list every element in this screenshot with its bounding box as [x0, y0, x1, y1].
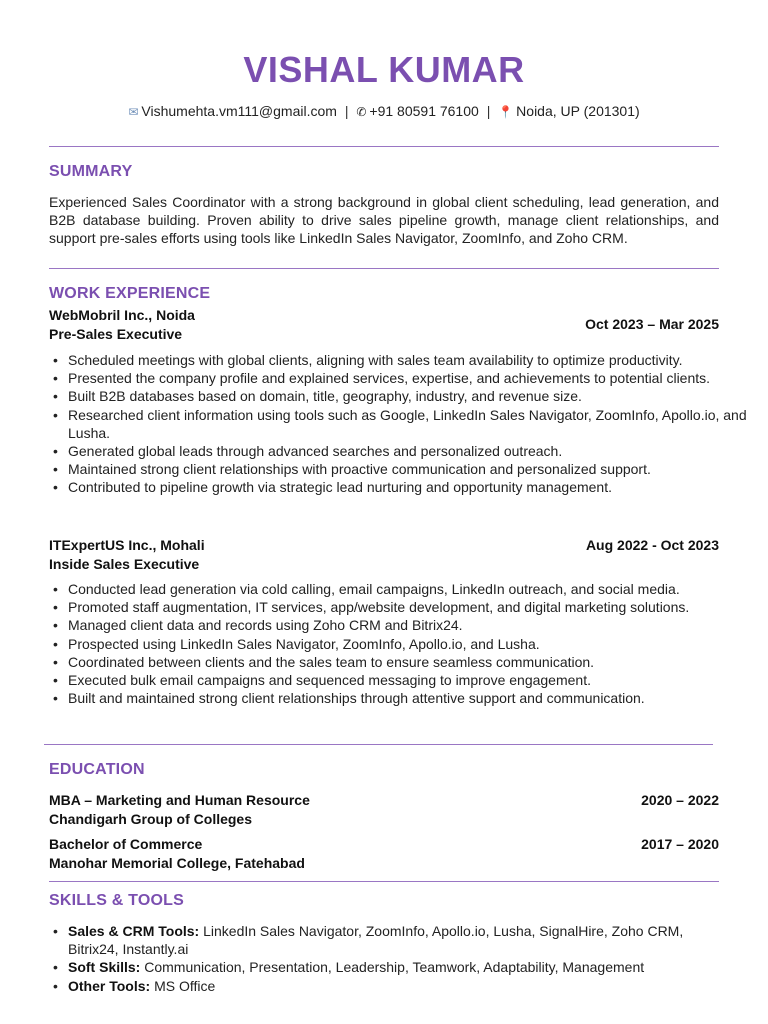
skills-list [49, 922, 729, 995]
job-company: WebMobril Inc., Noida [49, 307, 195, 323]
job-dates: Oct 2023 – Mar 2025 [585, 316, 719, 332]
location-pin-icon: 📍 [498, 105, 514, 119]
list-item [49, 977, 729, 995]
list-item: • Promoted staff augmentation, IT services, app/website development, and digital marketing solutions. [49, 598, 749, 616]
job-header [49, 306, 719, 344]
education-entry [49, 791, 719, 829]
job-role: Pre-Sales Executive [49, 326, 183, 342]
email-text: Vishumehta.vm111@gmail.com [141, 103, 337, 119]
list-item: • Coordinated between clients and the sales team to ensure seamless communication. [49, 653, 749, 671]
list-item: • Researched client information using tools such as Google, LinkedIn Sales Navigator, ZoomInfo, Apollo.io, and Lusha. [49, 406, 749, 442]
list-item: • Built and maintained strong client relationships through attentive support and communication. [49, 689, 749, 707]
job-bullets [49, 580, 749, 707]
contact-separator: | [486, 103, 491, 119]
list-item: • Built B2B databases based on domain, title, geography, industry, and revenue size. [49, 387, 749, 405]
skill-value: Communication, Presentation, Leadership, Teamwork, Adaptability, Management [144, 959, 645, 976]
experience-heading: WORK EXPERIENCE [49, 285, 211, 302]
education-school: Manohar Memorial College, Fatehabad [49, 855, 305, 871]
education-school: Chandigarh Group of Colleges [49, 811, 253, 827]
skill-label: Soft Skills: [68, 959, 141, 976]
list-item: • Executed bulk email campaigns and sequenced messaging to improve engagement. [49, 671, 749, 689]
list-item: • Generated global leads through advanced searches and personalized outreach. [49, 442, 749, 460]
job-role: Inside Sales Executive [49, 556, 200, 572]
skill-label: Other Tools: [68, 977, 151, 994]
summary-heading: SUMMARY [49, 163, 133, 180]
phone-text: +91 80591 76100 [369, 103, 479, 119]
location-text: Noida, UP (201301) [516, 103, 640, 119]
section-divider [49, 268, 719, 269]
education-heading: EDUCATION [49, 761, 145, 778]
skill-label: Sales & CRM Tools: [68, 923, 200, 939]
phone-icon: ✆ [356, 105, 367, 119]
job-dates: Aug 2022 - Oct 2023 [585, 537, 719, 553]
education-degree: MBA – Marketing and Human Resource [49, 792, 310, 808]
list-item: • Managed client data and records using Zoho CRM and Bitrix24. [49, 616, 749, 634]
list-item [49, 922, 729, 958]
list-item [49, 958, 729, 976]
skill-value: MS Office [154, 977, 216, 994]
job-header [49, 536, 719, 574]
section-divider [49, 881, 719, 882]
candidate-name: VISHAL KUMAR [243, 49, 525, 90]
job-bullets [49, 351, 749, 497]
contact-line [0, 102, 768, 121]
job-company: ITExpertUS Inc., Mohali [49, 537, 205, 553]
list-item: • Contributed to pipeline growth via strategic lead nurturing and opportunity management. [49, 478, 749, 496]
list-item: • Scheduled meetings with global clients, aligning with sales team availability to optimize productivity. [49, 351, 749, 369]
list-item: • Conducted lead generation via cold calling, email campaigns, LinkedIn outreach, and social media. [49, 580, 749, 598]
skill-value: LinkedIn Sales Navigator, ZoomInfo, Apollo.io, Lusha, SignalHire, Zoho CRM, Bitrix24, Instantly.ai [68, 923, 684, 958]
education-years: 2017 – 2020 [641, 836, 719, 852]
list-item: • Prospected using LinkedIn Sales Navigator, ZoomInfo, Apollo.io, and Lusha. [49, 635, 749, 653]
mail-icon: ✉ [128, 105, 139, 119]
skills-heading: SKILLS & TOOLS [49, 892, 184, 909]
list-item: • Presented the company profile and explained services, expertise, and achievements to potential clients. [49, 369, 749, 387]
education-entry [49, 835, 719, 873]
summary-text: Experienced Sales Coordinator with a strong background in global client scheduling, lead generation, and B2B database building. Proven ability to drive sales pipeline growth, manage client relationships, and support pre-sales efforts using tools like LinkedIn Sales Navigator, ZoomInfo, and Zoho CRM. [49, 194, 719, 247]
contact-separator: | [344, 103, 349, 119]
section-divider [44, 744, 713, 745]
education-degree: Bachelor of Commerce [49, 836, 203, 852]
section-divider [49, 146, 719, 147]
education-years: 2020 – 2022 [641, 792, 719, 808]
list-item: • Maintained strong client relationships with proactive communication and personalized support. [49, 460, 749, 478]
